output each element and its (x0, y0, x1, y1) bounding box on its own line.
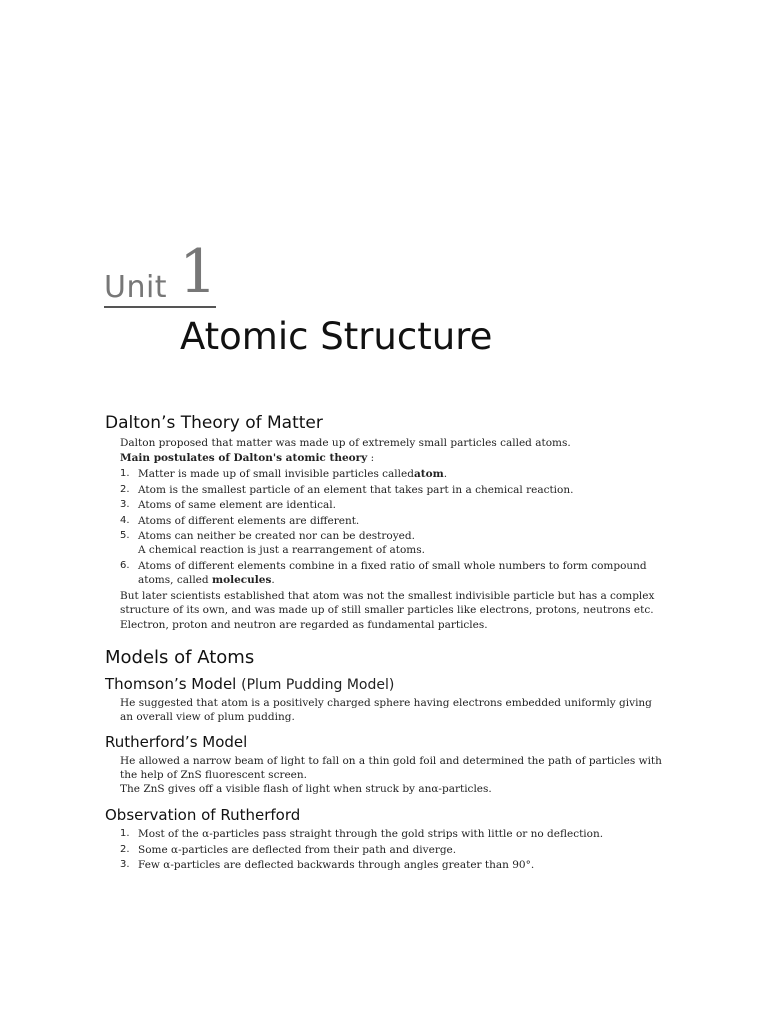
list-text: Matter is made up of small invisible particles called (138, 468, 414, 480)
unit-label (104, 237, 218, 308)
postulates-label: Main postulates of Dalton's atomic theory (120, 452, 368, 464)
rutherford-paragraph-2: The ZnS gives off a visible flash of light when struck by anα-particles. (120, 783, 492, 795)
list-item (120, 529, 668, 557)
list-text: Some α-particles are deflected from their path and diverge. (138, 843, 457, 856)
list-number: 2. (120, 843, 130, 855)
list-item (120, 467, 668, 481)
dalton-postulates-list (120, 467, 668, 589)
list-number: 5. (120, 530, 130, 542)
list-item (120, 559, 668, 587)
section-heading-models: Models of Atoms (105, 647, 255, 668)
list-tail: . (271, 573, 275, 586)
list-number: 3. (120, 499, 130, 511)
list-text: Few α-particles are deflected backwards through angles greater than 90°. (138, 859, 535, 872)
subheading-rutherford: Rutherford’s Model (105, 733, 248, 751)
rutherford-paragraph-1: He allowed a narrow beam of light to fall on a thin gold foil and determined the path of particles with the help of ZnS fluorescent screen. (120, 755, 662, 781)
subheading-observation: Observation of Rutherford (105, 806, 301, 824)
list-subline: A chemical reaction is just a rearrangement of atoms. (138, 544, 425, 557)
list-text: Atoms of same element are identical. (138, 499, 336, 512)
list-item (120, 498, 668, 512)
postulates-suffix: : (367, 452, 375, 464)
thomson-paragraph: He suggested that atom is a positively charged sphere having electrons embedded uniformly giving an overall view of plum pudding. (120, 697, 652, 723)
list-item (120, 827, 668, 841)
list-tail: . (443, 468, 448, 480)
unit-word: Unit (104, 270, 168, 305)
list-number: 1. (120, 468, 130, 479)
list-item (120, 858, 668, 872)
list-number: 1. (120, 828, 130, 839)
list-item (120, 843, 668, 857)
list-text: Most of the α-particles pass straight through the gold strips with little or no deflection. (138, 828, 604, 840)
list-text: Atoms of different elements combine in a fixed ratio of small whole numbers to form compound atoms, called (138, 559, 647, 586)
unit-number: 1 (179, 237, 218, 307)
section-heading-dalton: Dalton’s Theory of Matter (105, 413, 323, 433)
list-text: Atom is the smallest particle of an element that takes part in a chemical reaction. (138, 483, 574, 496)
list-number: 6. (120, 559, 130, 571)
list-item (120, 483, 668, 497)
list-item (120, 514, 668, 528)
list-text: Atoms can neither be created nor can be destroyed. (138, 530, 415, 543)
subheading-thomson (105, 675, 394, 693)
list-number: 3. (120, 859, 130, 871)
list-number: 4. (120, 514, 130, 526)
dalton-fundamental-paragraph: Electron, proton and neutron are regarded as fundamental particles. (120, 619, 488, 631)
chapter-title: Atomic Structure (180, 315, 493, 358)
list-text: Atoms of different elements are different. (138, 514, 360, 527)
thomson-subtitle: (Plum Pudding Model) (241, 677, 395, 693)
list-number: 2. (120, 483, 130, 495)
observation-list (120, 827, 668, 874)
thomson-title: Thomson’s Model (105, 675, 237, 693)
postulates-label-line (120, 451, 668, 465)
list-bold-term: atom (413, 468, 444, 480)
list-bold-term: molecules (211, 573, 272, 586)
dalton-later-paragraph: But later scientists established that atom was not the smallest indivisible particle but has a complex structure of its own, and was made up of still smaller particles like electrons, protons, neutrons etc. (120, 590, 655, 616)
dalton-intro: Dalton proposed that matter was made up of extremely small particles called atoms. (120, 437, 571, 449)
